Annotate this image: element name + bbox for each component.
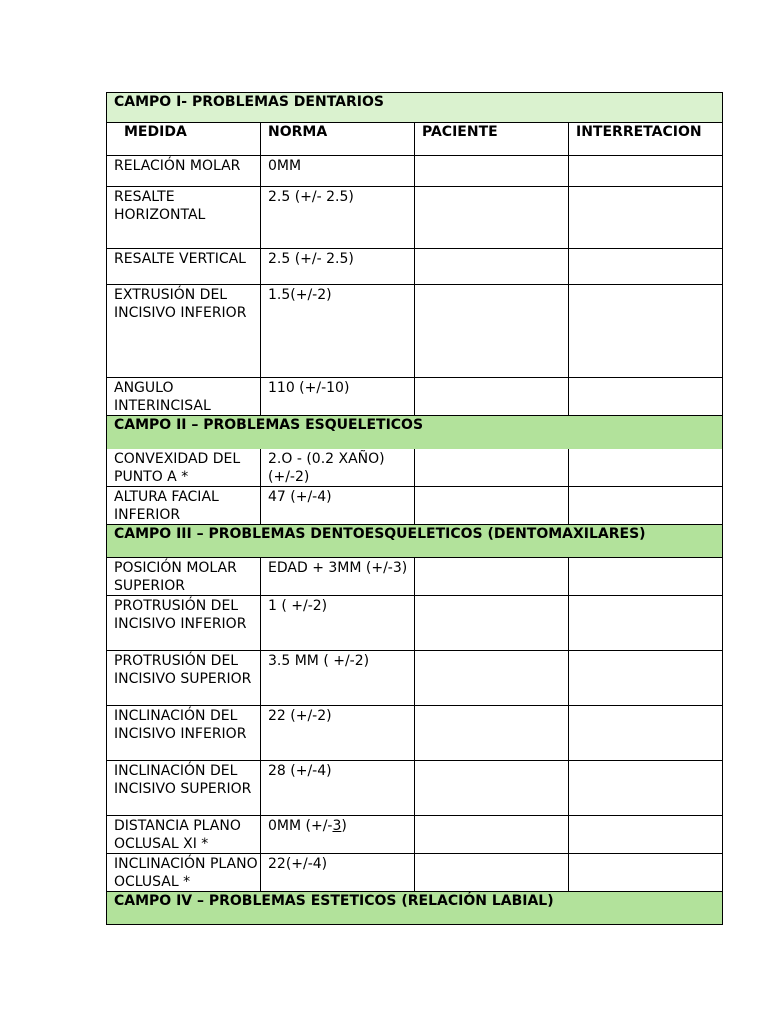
medida-cell: RELACIÓN MOLAR xyxy=(107,156,261,187)
medida-cell: RESALTE VERTICAL xyxy=(107,249,261,285)
header-paciente: PACIENTE xyxy=(415,123,569,156)
norma-cell: 47 (+/-4) xyxy=(261,487,415,525)
interpretacion-cell xyxy=(569,816,723,854)
section-title-campo-1: CAMPO I- PROBLEMAS DENTARIOS xyxy=(107,93,723,123)
cephalometric-table-document xyxy=(106,92,722,925)
section-title-campo-2: CAMPO II – PROBLEMAS ESQUELETICOS xyxy=(107,416,723,449)
interpretacion-cell xyxy=(569,596,723,651)
paciente-cell xyxy=(415,854,569,892)
interpretacion-cell xyxy=(569,285,723,378)
paciente-cell xyxy=(415,596,569,651)
header-interpretacion: INTERRETACION xyxy=(569,123,723,156)
paciente-cell xyxy=(415,378,569,416)
table-row xyxy=(107,761,723,816)
table-row xyxy=(107,706,723,761)
table-row xyxy=(107,156,723,187)
section-row-campo-2 xyxy=(107,416,723,449)
table-row xyxy=(107,651,723,706)
medida-cell: ANGULO INTERINCISAL xyxy=(107,378,261,416)
norma-cell: 22(+/-4) xyxy=(261,854,415,892)
table-row xyxy=(107,249,723,285)
paciente-cell xyxy=(415,487,569,525)
interpretacion-cell xyxy=(569,156,723,187)
table-row xyxy=(107,487,723,525)
table-row xyxy=(107,816,723,854)
paciente-cell xyxy=(415,761,569,816)
table-row xyxy=(107,378,723,416)
medida-cell: EXTRUSIÓN DEL INCISIVO INFERIOR xyxy=(107,285,261,378)
paciente-cell xyxy=(415,816,569,854)
norma-cell: EDAD + 3MM (+/-3) xyxy=(261,558,415,596)
interpretacion-cell xyxy=(569,487,723,525)
interpretacion-cell xyxy=(569,378,723,416)
section-title-campo-3: CAMPO III – PROBLEMAS DENTOESQUELETICOS (DENTOMAXILARES) xyxy=(107,525,723,558)
norma-text-end: ) xyxy=(341,818,347,834)
measurements-table xyxy=(106,92,723,925)
norma-cell: 22 (+/-2) xyxy=(261,706,415,761)
norma-cell: 0MM xyxy=(261,156,415,187)
norma-text: 0MM (+/- xyxy=(268,818,333,834)
norma-underlined-digit: 3 xyxy=(332,818,342,834)
section-title-campo-4: CAMPO IV – PROBLEMAS ESTETICOS (RELACIÓN LABIAL) xyxy=(107,892,723,925)
interpretacion-cell xyxy=(569,249,723,285)
interpretacion-cell xyxy=(569,187,723,249)
medida-cell: PROTRUSIÓN DEL INCISIVO INFERIOR xyxy=(107,596,261,651)
norma-cell: 110 (+/-10) xyxy=(261,378,415,416)
norma-cell: 1 ( +/-2) xyxy=(261,596,415,651)
norma-cell: 2.O - (0.2 XAÑO) (+/-2) xyxy=(261,449,415,487)
interpretacion-cell xyxy=(569,449,723,487)
header-norma: NORMA xyxy=(261,123,415,156)
table-row xyxy=(107,854,723,892)
interpretacion-cell xyxy=(569,706,723,761)
paciente-cell xyxy=(415,285,569,378)
medida-cell: INCLINACIÓN DEL INCISIVO SUPERIOR xyxy=(107,761,261,816)
table-row xyxy=(107,558,723,596)
section-row-campo-1 xyxy=(107,93,723,123)
medida-cell: PROTRUSIÓN DEL INCISIVO SUPERIOR xyxy=(107,651,261,706)
interpretacion-cell xyxy=(569,558,723,596)
table-row xyxy=(107,596,723,651)
medida-cell: RESALTE HORIZONTAL xyxy=(107,187,261,249)
medida-cell: INCLINACIÓN PLANO OCLUSAL * xyxy=(107,854,261,892)
paciente-cell xyxy=(415,706,569,761)
norma-cell: 2.5 (+/- 2.5) xyxy=(261,249,415,285)
paciente-cell xyxy=(415,558,569,596)
paciente-cell xyxy=(415,449,569,487)
header-row xyxy=(107,123,723,156)
interpretacion-cell xyxy=(569,651,723,706)
norma-cell: 28 (+/-4) xyxy=(261,761,415,816)
medida-cell: ALTURA FACIAL INFERIOR xyxy=(107,487,261,525)
interpretacion-cell xyxy=(569,761,723,816)
interpretacion-cell xyxy=(569,854,723,892)
header-medida: MEDIDA xyxy=(107,123,261,156)
norma-cell xyxy=(261,816,415,854)
table-row xyxy=(107,449,723,487)
medida-cell: INCLINACIÓN DEL INCISIVO INFERIOR xyxy=(107,706,261,761)
medida-cell: POSICIÓN MOLAR SUPERIOR xyxy=(107,558,261,596)
paciente-cell xyxy=(415,651,569,706)
medida-cell: CONVEXIDAD DEL PUNTO A * xyxy=(107,449,261,487)
norma-cell: 2.5 (+/- 2.5) xyxy=(261,187,415,249)
paciente-cell xyxy=(415,156,569,187)
norma-cell: 3.5 MM ( +/-2) xyxy=(261,651,415,706)
paciente-cell xyxy=(415,187,569,249)
table-row xyxy=(107,187,723,249)
table-row xyxy=(107,285,723,378)
medida-cell: DISTANCIA PLANO OCLUSAL XI * xyxy=(107,816,261,854)
paciente-cell xyxy=(415,249,569,285)
section-row-campo-4 xyxy=(107,892,723,925)
section-row-campo-3 xyxy=(107,525,723,558)
norma-cell: 1.5(+/-2) xyxy=(261,285,415,378)
